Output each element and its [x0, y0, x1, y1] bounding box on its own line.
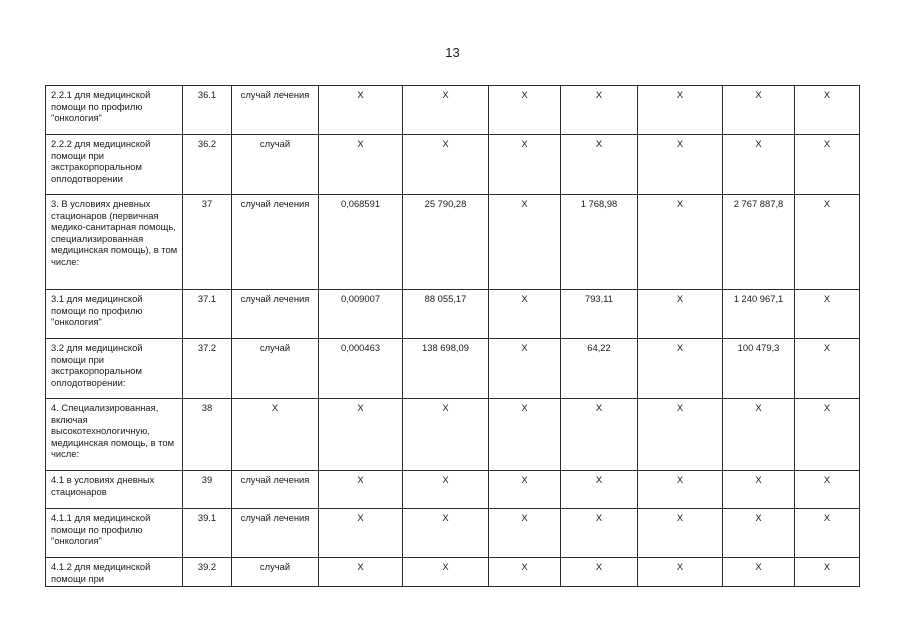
value-cell: Х	[489, 558, 561, 587]
value-cell: Х	[403, 135, 489, 195]
value-cell: 793,11	[561, 290, 638, 339]
value-cell: 2 767 887,8	[723, 195, 795, 290]
value-cell: Х	[795, 558, 860, 587]
unit-cell: случай лечения	[232, 509, 319, 558]
row-number-cell: 37	[183, 195, 232, 290]
row-number-cell: 39	[183, 471, 232, 509]
value-cell: Х	[561, 86, 638, 135]
value-cell: Х	[319, 135, 403, 195]
row-number-cell: 37.1	[183, 290, 232, 339]
table-body	[46, 86, 860, 587]
value-cell: Х	[795, 290, 860, 339]
value-cell: Х	[723, 86, 795, 135]
row-number-cell: 37.2	[183, 339, 232, 399]
value-cell: 0,068591	[319, 195, 403, 290]
row-number-cell: 36.1	[183, 86, 232, 135]
row-name-cell: 4.1.1 для медицинской помощи по профилю "онкология"	[46, 509, 183, 558]
value-cell: Х	[795, 399, 860, 471]
value-cell: Х	[638, 339, 723, 399]
table-row	[46, 339, 860, 399]
row-number-cell: 39.2	[183, 558, 232, 587]
unit-cell: случай лечения	[232, 471, 319, 509]
row-number-cell: 39.1	[183, 509, 232, 558]
value-cell: Х	[638, 471, 723, 509]
value-cell: Х	[638, 135, 723, 195]
table-row	[46, 471, 860, 509]
row-name-cell: 4.1 в условиях дневных стационаров	[46, 471, 183, 509]
value-cell: Х	[723, 135, 795, 195]
data-table	[45, 85, 860, 587]
value-cell: 0,009007	[319, 290, 403, 339]
value-cell: Х	[319, 86, 403, 135]
value-cell: 0,000463	[319, 339, 403, 399]
value-cell: Х	[489, 86, 561, 135]
value-cell: Х	[489, 509, 561, 558]
value-cell: Х	[403, 399, 489, 471]
value-cell: Х	[403, 86, 489, 135]
row-name-cell: 3.1 для медицинской помощи по профилю "онкология"	[46, 290, 183, 339]
page-number: 13	[445, 45, 460, 60]
unit-cell: случай	[232, 339, 319, 399]
value-cell: 100 479,3	[723, 339, 795, 399]
row-name-cell: 3. В условиях дневных стационаров (первичная медико-санитарная помощь, специализированная медицинская помощь), в том числе:	[46, 195, 183, 290]
value-cell: Х	[319, 509, 403, 558]
value-cell: Х	[561, 471, 638, 509]
value-cell: Х	[489, 339, 561, 399]
value-cell: Х	[795, 339, 860, 399]
value-cell: Х	[489, 135, 561, 195]
value-cell: Х	[723, 471, 795, 509]
value-cell: Х	[638, 290, 723, 339]
value-cell: Х	[638, 86, 723, 135]
value-cell: Х	[638, 509, 723, 558]
value-cell: Х	[489, 471, 561, 509]
unit-cell: случай лечения	[232, 86, 319, 135]
value-cell: Х	[723, 558, 795, 587]
value-cell: Х	[403, 509, 489, 558]
value-cell: Х	[795, 135, 860, 195]
table-row	[46, 509, 860, 558]
value-cell: Х	[638, 195, 723, 290]
row-name-cell: 4.1.2 для медицинской помощи при	[46, 558, 183, 587]
value-cell: 138 698,09	[403, 339, 489, 399]
value-cell: Х	[795, 509, 860, 558]
table-row	[46, 290, 860, 339]
value-cell: 1 240 967,1	[723, 290, 795, 339]
row-name-cell: 2.2.1 для медицинской помощи по профилю "онкология"	[46, 86, 183, 135]
table-row	[46, 195, 860, 290]
table-row	[46, 399, 860, 471]
value-cell: Х	[561, 558, 638, 587]
row-name-cell: 3.2 для медицинской помощи при экстракорпоральном оплодотворении:	[46, 339, 183, 399]
table-row	[46, 135, 860, 195]
value-cell: Х	[319, 558, 403, 587]
value-cell: Х	[319, 399, 403, 471]
value-cell: Х	[795, 86, 860, 135]
value-cell: Х	[489, 399, 561, 471]
unit-cell: случай	[232, 558, 319, 587]
value-cell: Х	[561, 399, 638, 471]
value-cell: 1 768,98	[561, 195, 638, 290]
table-row	[46, 558, 860, 587]
value-cell: 25 790,28	[403, 195, 489, 290]
value-cell: Х	[489, 195, 561, 290]
row-name-cell: 4. Специализированная, включая высокотехнологичную, медицинская помощь, в том числе:	[46, 399, 183, 471]
value-cell: Х	[638, 399, 723, 471]
unit-cell: Х	[232, 399, 319, 471]
value-cell: Х	[795, 471, 860, 509]
value-cell: Х	[403, 471, 489, 509]
row-name-cell: 2.2.2 для медицинской помощи при экстракорпоральном оплодотворении	[46, 135, 183, 195]
value-cell: Х	[795, 195, 860, 290]
value-cell: Х	[403, 558, 489, 587]
row-number-cell: 38	[183, 399, 232, 471]
value-cell: Х	[561, 135, 638, 195]
value-cell: Х	[723, 509, 795, 558]
unit-cell: случай лечения	[232, 195, 319, 290]
table-row	[46, 86, 860, 135]
row-number-cell: 36.2	[183, 135, 232, 195]
value-cell: Х	[638, 558, 723, 587]
value-cell: Х	[319, 471, 403, 509]
value-cell: 64,22	[561, 339, 638, 399]
unit-cell: случай	[232, 135, 319, 195]
unit-cell: случай лечения	[232, 290, 319, 339]
value-cell: Х	[561, 509, 638, 558]
value-cell: Х	[489, 290, 561, 339]
value-cell: 88 055,17	[403, 290, 489, 339]
value-cell: Х	[723, 399, 795, 471]
